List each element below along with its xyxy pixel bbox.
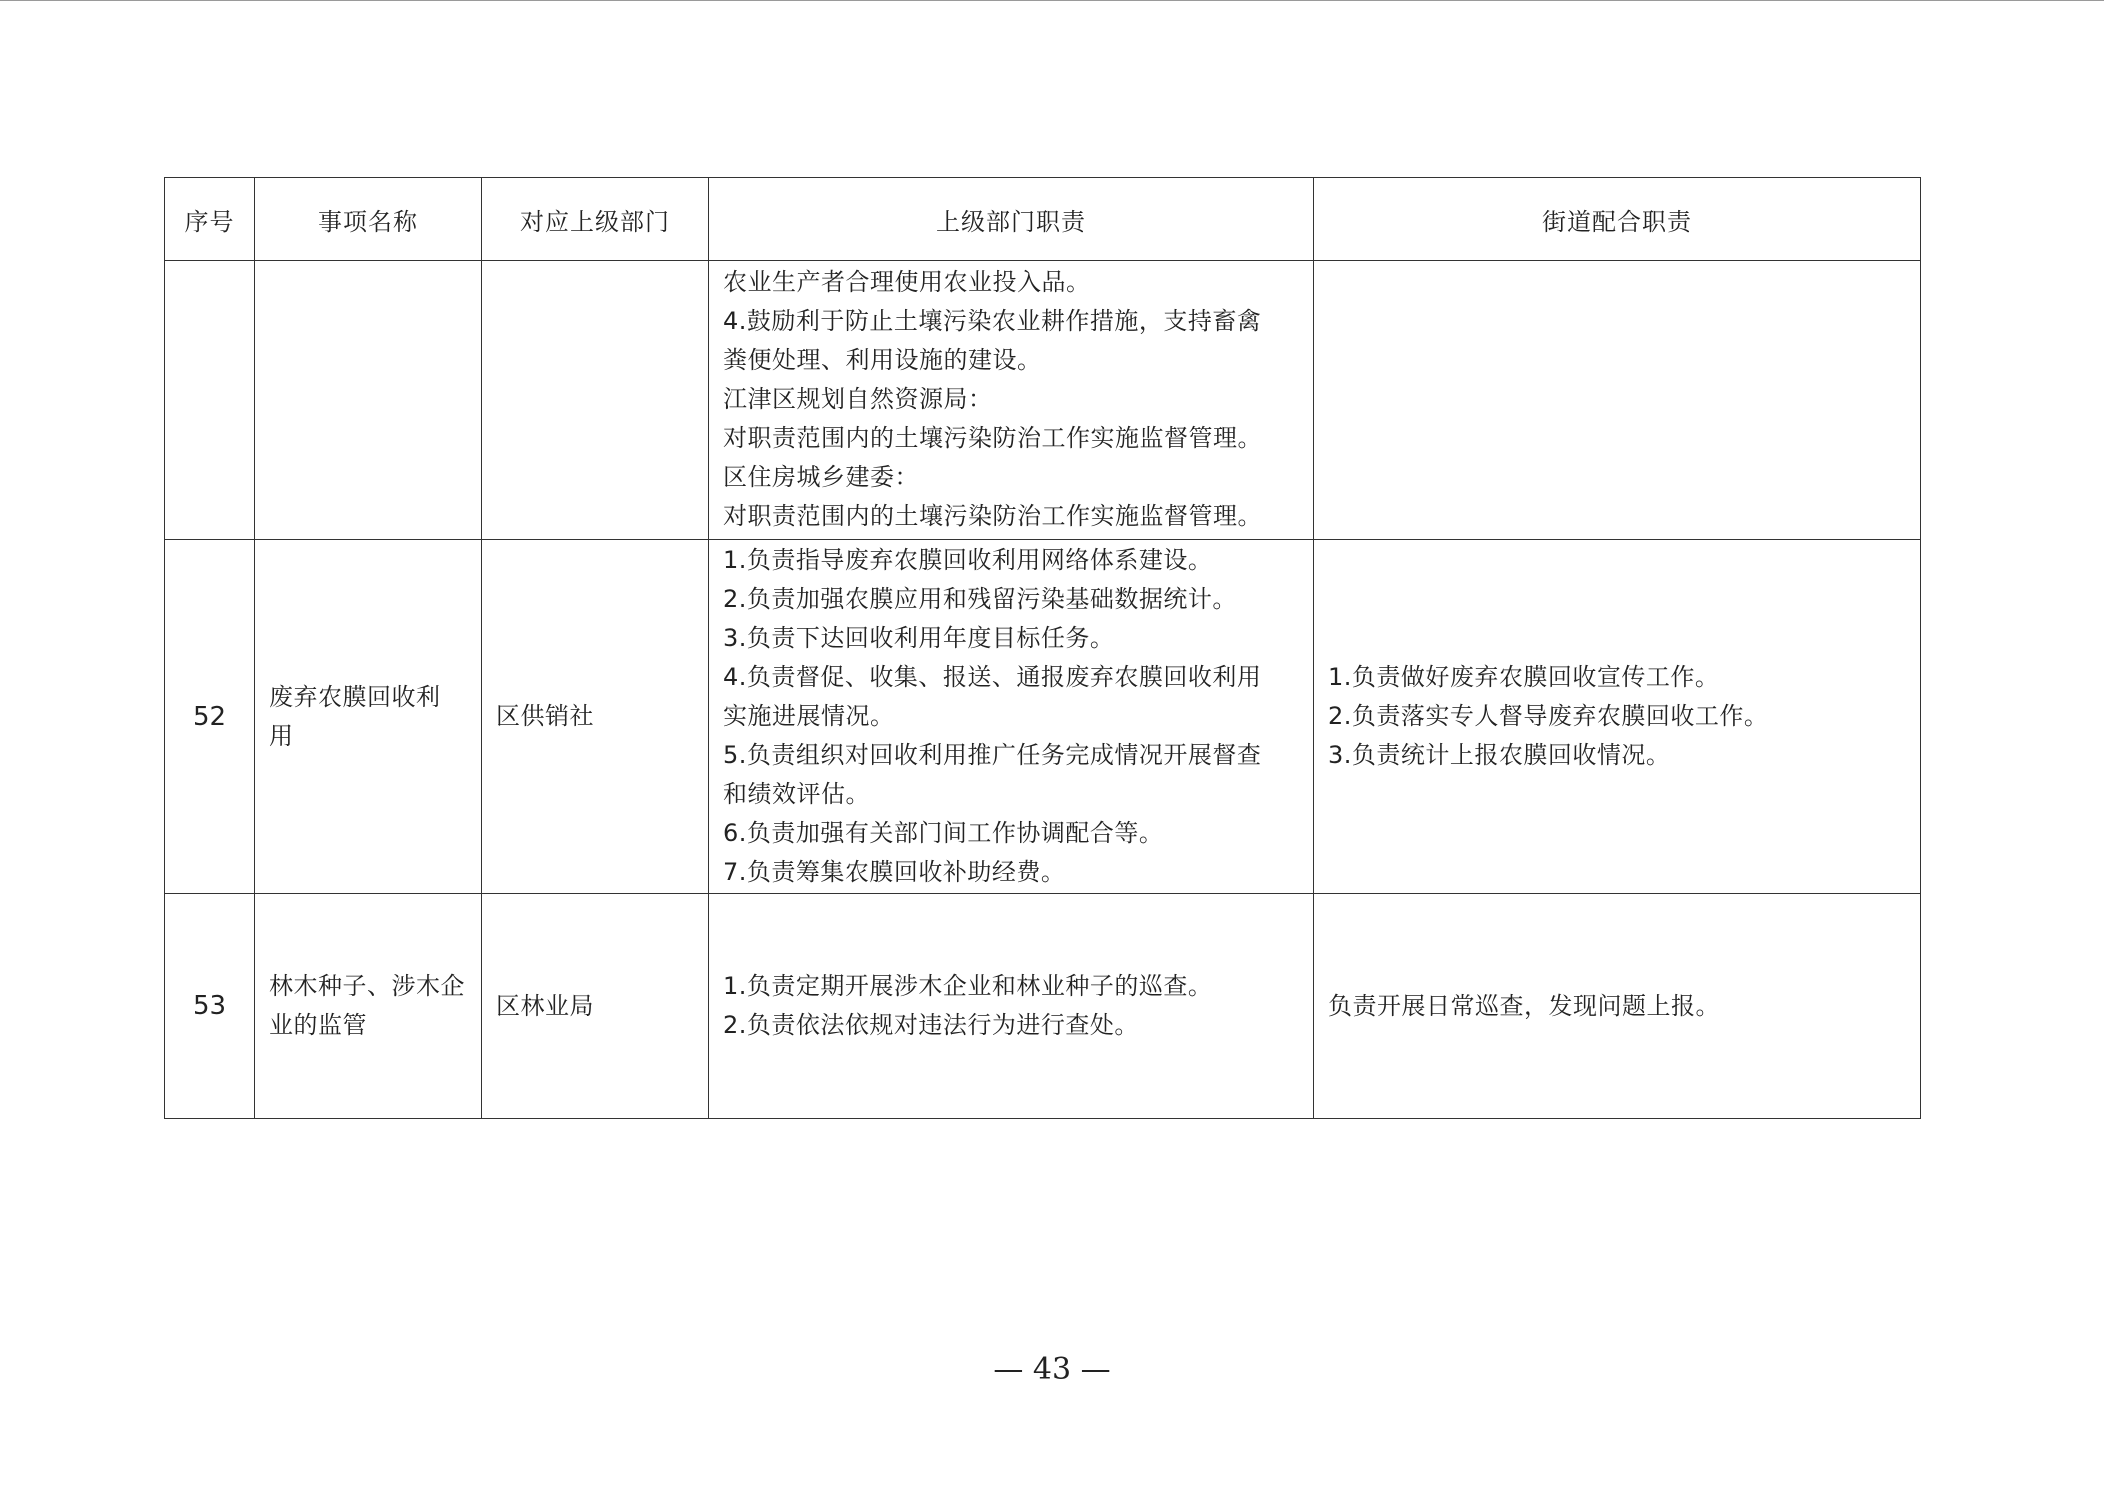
- duty-line: 1.负责定期开展涉木企业和林业种子的巡查。: [723, 972, 1213, 1000]
- cell-serial-no: 52: [165, 540, 255, 894]
- table-header-row: [165, 178, 1921, 261]
- coop-line: 2.负责落实专人督导废弃农膜回收工作。: [1328, 702, 1769, 730]
- cell-street-coop-duty: [1314, 540, 1921, 894]
- header-street-coop-duty: 街道配合职责: [1314, 178, 1921, 261]
- cell-serial-no: 53: [165, 894, 255, 1119]
- cell-superior-duty: [709, 894, 1314, 1119]
- cell-superior-dept: 区林业局: [482, 894, 709, 1119]
- table-row: [165, 540, 1921, 894]
- duty-line: 和绩效评估。: [723, 780, 870, 808]
- item-name-line: 业的监管: [269, 1011, 367, 1039]
- coop-line: 负责开展日常巡查，发现问题上报。: [1328, 991, 1720, 1020]
- header-serial-no: 序号: [165, 178, 255, 261]
- duty-line: 实施进展情况。: [723, 702, 895, 730]
- duty-line: 对职责范围内的土壤污染防治工作实施监督管理。: [723, 502, 1262, 530]
- duty-line: 5.负责组织对回收利用推广任务完成情况开展督查: [723, 741, 1262, 769]
- header-superior-dept: 对应上级部门: [482, 178, 709, 261]
- cell-serial-no: [165, 261, 255, 540]
- cell-item-name: [255, 540, 482, 894]
- cell-superior-duty: [709, 261, 1314, 540]
- item-name-line: 用: [269, 721, 294, 750]
- duty-table: [164, 177, 1921, 1119]
- duty-line: 区住房城乡建委：: [723, 463, 919, 491]
- item-name-line: 林木种子、涉木企: [269, 972, 465, 1000]
- duty-line: 江津区规划自然资源局：: [723, 385, 993, 413]
- header-item-name: 事项名称: [255, 178, 482, 261]
- duty-line: 2.负责加强农膜应用和残留污染基础数据统计。: [723, 585, 1237, 613]
- duty-line: 4.鼓励利于防止土壤污染农业耕作措施，支持畜禽: [723, 307, 1262, 335]
- cell-superior-dept: 区供销社: [482, 540, 709, 894]
- cell-item-name: [255, 894, 482, 1119]
- cell-superior-duty: [709, 540, 1314, 894]
- header-superior-duty: 上级部门职责: [709, 178, 1314, 261]
- page-number: — 43 —: [993, 1352, 1111, 1387]
- duty-line: 粪便处理、利用设施的建设。: [723, 346, 1042, 374]
- duty-line: 3.负责下达回收利用年度目标任务。: [723, 624, 1115, 652]
- cell-superior-dept: [482, 261, 709, 540]
- item-name-line: 废弃农膜回收利: [269, 682, 441, 711]
- cell-street-coop-duty: [1314, 261, 1921, 540]
- duty-line: 6.负责加强有关部门间工作协调配合等。: [723, 819, 1164, 847]
- duty-line: 1.负责指导废弃农膜回收利用网络体系建设。: [723, 546, 1213, 574]
- table-row: [165, 894, 1921, 1119]
- duty-line: 4.负责督促、收集、报送、通报废弃农膜回收利用: [723, 663, 1262, 691]
- duty-line: 7.负责筹集农膜回收补助经费。: [723, 858, 1066, 886]
- coop-line: 3.负责统计上报农膜回收情况。: [1328, 741, 1671, 769]
- cell-item-name: [255, 261, 482, 540]
- duty-line: 农业生产者合理使用农业投入品。: [723, 268, 1091, 296]
- top-border-line: [0, 0, 2104, 1]
- coop-line: 1.负责做好废弃农膜回收宣传工作。: [1328, 663, 1720, 691]
- duty-line: 2.负责依法依规对违法行为进行查处。: [723, 1011, 1139, 1039]
- cell-street-coop-duty: [1314, 894, 1921, 1119]
- duty-line: 对职责范围内的土壤污染防治工作实施监督管理。: [723, 424, 1262, 452]
- table-row: [165, 261, 1921, 540]
